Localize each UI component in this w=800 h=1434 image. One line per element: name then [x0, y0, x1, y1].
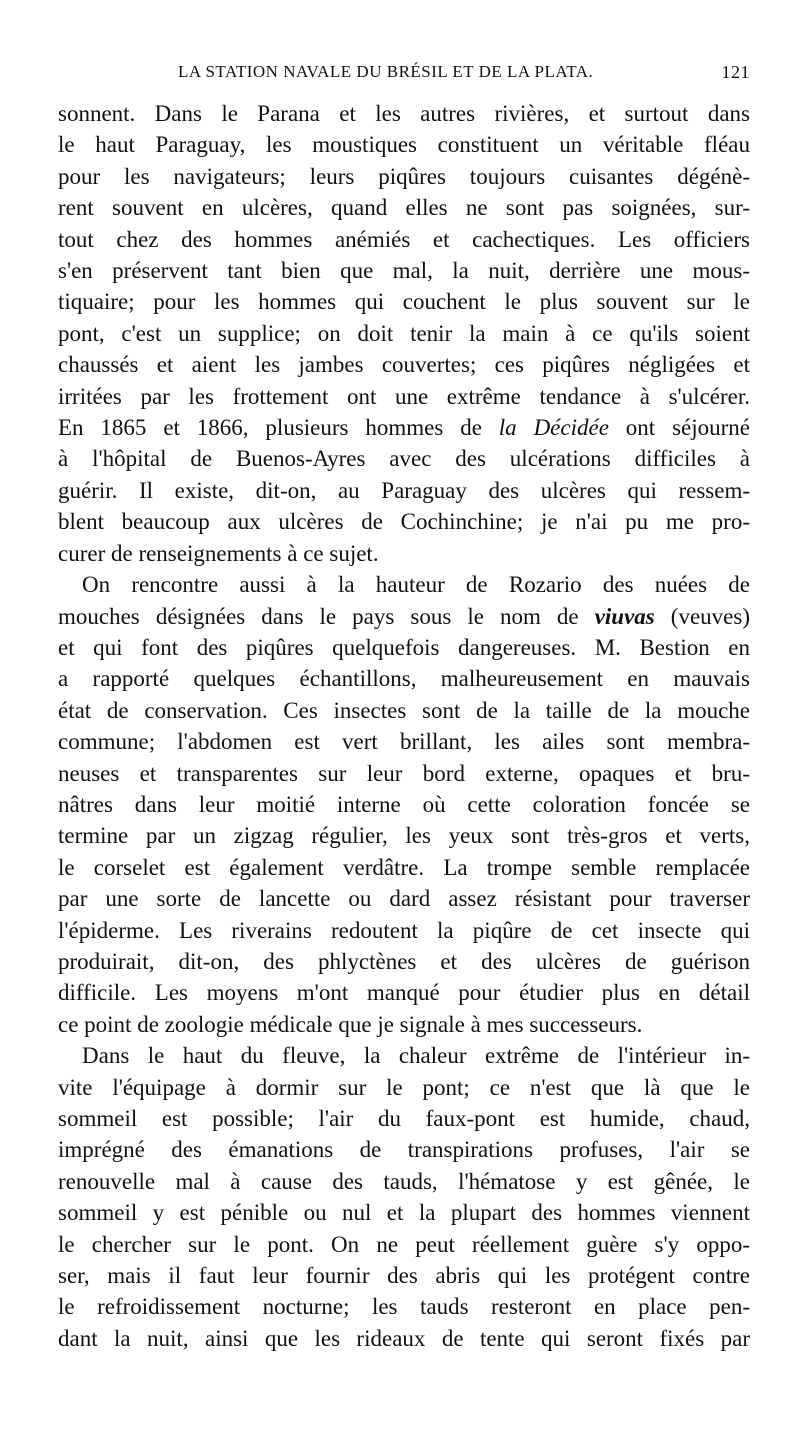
- text-line: et qui font des piqûres quelquefois dangereuses. M. Bestion en: [58, 634, 750, 660]
- text-line: produirait, dit-on, des phlyctènes et des ulcères de guérison: [58, 948, 750, 974]
- text-line: [58, 601, 750, 632]
- ship-name: la Décidée: [498, 415, 609, 441]
- text-line: curer de renseignements à ce sujet.: [58, 540, 379, 566]
- text-line: chaussés et aient les jambes couvertes; ces piqûres négligées et: [58, 352, 750, 378]
- text-line: l'épiderme. Les riverains redoutent la piqûre de cet insecte qui: [58, 917, 750, 943]
- text-line: Dans le haut du fleuve, la chaleur extrême de l'intérieur in-: [82, 1043, 750, 1069]
- text-run: (veuves): [654, 603, 750, 629]
- running-head: [58, 56, 750, 86]
- text-line: s'en préservent tant bien que mal, la nuit, derrière une mous-: [58, 258, 750, 284]
- text-line: neuses et transparentes sur leur bord externe, opaques et bru-: [58, 760, 750, 786]
- text-line: le haut Paraguay, les moustiques constituent un véritable fléau: [58, 132, 750, 158]
- text-line: sommeil est possible; l'air du faux-pont est humide, chaud,: [58, 1106, 750, 1131]
- text-line: le chercher sur le pont. On ne peut réellement guère s'y oppo-: [58, 1231, 750, 1257]
- page-number: 121: [721, 62, 750, 82]
- text-line: sommeil y est pénible ou nul et la plupart des hommes viennent: [58, 1200, 750, 1226]
- text-line: état de conservation. Ces insectes sont de la taille de la mouche: [58, 697, 750, 723]
- running-title: LA STATION NAVALE DU BRÉSIL ET DE LA PLATA.: [178, 62, 594, 81]
- text-line: le corselet est également verdâtre. La trompe semble remplacée: [58, 854, 750, 880]
- text-line: sonnent. Dans le Parana et les autres rivières, et surtout dans: [58, 101, 750, 126]
- text-line: dant la nuit, ainsi que les rideaux de tente qui seront fixés par: [58, 1325, 750, 1351]
- local-name: viuvas: [594, 603, 655, 629]
- text-line: imprégné des émanations de transpirations profuses, l'air se: [58, 1137, 750, 1163]
- text-line: [58, 412, 750, 443]
- text-line: tout chez des hommes anémiés et cachectiques. Les officiers: [58, 226, 750, 252]
- text-line: rent souvent en ulcères, quand elles ne sont pas soignées, sur-: [58, 195, 750, 221]
- text-line: par une sorte de lancette ou dard assez résistant pour traverser: [58, 886, 750, 912]
- text-line: guérir. Il existe, dit-on, au Paraguay des ulcères qui ressem-: [58, 477, 750, 503]
- text-line: termine par un zigzag régulier, les yeux sont très-gros et verts,: [58, 823, 750, 849]
- text-line: pont, c'est un supplice; on doit tenir la main à ce qu'ils soient: [58, 320, 750, 346]
- text-line: à l'hôpital de Buenos-Ayres avec des ulcérations difficiles à: [58, 446, 750, 472]
- text-line: ser, mais il faut leur fournir des abris qui les protégent contre: [58, 1263, 750, 1289]
- text-line: renouvelle mal à cause des tauds, l'hématose y est gênée, le: [58, 1168, 750, 1194]
- text-run: En 1865 et 1866, plusieurs hommes de: [58, 415, 499, 441]
- text-line: pour les navigateurs; leurs piqûres toujours cuisantes dégénè-: [58, 163, 750, 189]
- text-line: le refroidissement nocturne; les tauds resteront en place pen-: [58, 1294, 750, 1320]
- text-line: ce point de zoologie médicale que je signale à mes successeurs.: [58, 1011, 643, 1037]
- text-line: a rapporté quelques échantillons, malheureusement en mauvais: [58, 666, 750, 692]
- text-line: commune; l'abdomen est vert brillant, les ailes sont membra-: [58, 729, 750, 755]
- text-line: difficile. Les moyens m'ont manqué pour étudier plus en détail: [58, 980, 750, 1006]
- text-run: mouches désignées dans le pays sous le nom de: [58, 603, 595, 629]
- text-line: tiquaire; pour les hommes qui couchent le plus souvent sur le: [58, 289, 750, 315]
- text-line: vite l'équipage à dormir sur le pont; ce n'est que là que le: [58, 1074, 750, 1100]
- body-text: [58, 98, 750, 1354]
- text-line: nâtres dans leur moitié interne où cette coloration foncée se: [58, 791, 750, 817]
- text-line: irritées par les frottement ont une extrême tendance à s'ulcérer.: [58, 383, 750, 409]
- text-line: On rencontre aussi à la hauteur de Rozario des nuées de: [82, 572, 750, 598]
- text-line: blent beaucoup aux ulcères de Cochinchine; je n'ai pu me pro-: [58, 509, 750, 535]
- text-run: ont séjourné: [608, 415, 750, 441]
- book-page: [58, 56, 750, 1354]
